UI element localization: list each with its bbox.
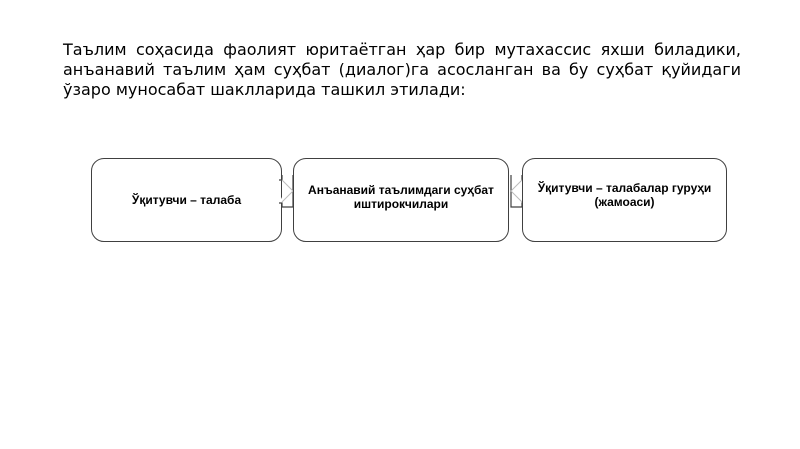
participant-box-teacher-group [522, 158, 727, 242]
intro-paragraph: Таълим соҳасида фаолият юритаётган ҳар бир мутахассис яхши биладики, анъанавий таълим ҳам суҳбат (диалог)га асосланган ва бу суҳбат қуйидаги ўзаро муносабат шаклларида ташкил этилади: [63, 40, 741, 99]
center-box-dialogue-participants [293, 158, 509, 242]
participant-label-teacher-group: Ўқитувчи – талабалар гуруҳи (жамоаси) [537, 181, 712, 209]
participant-label-teacher-student: Ўқитувчи – талаба [131, 193, 242, 207]
center-label-dialogue-participants: Анъанавий таълимдаги суҳбат иштирокчилари [308, 183, 494, 211]
participant-box-teacher-student [91, 158, 282, 242]
